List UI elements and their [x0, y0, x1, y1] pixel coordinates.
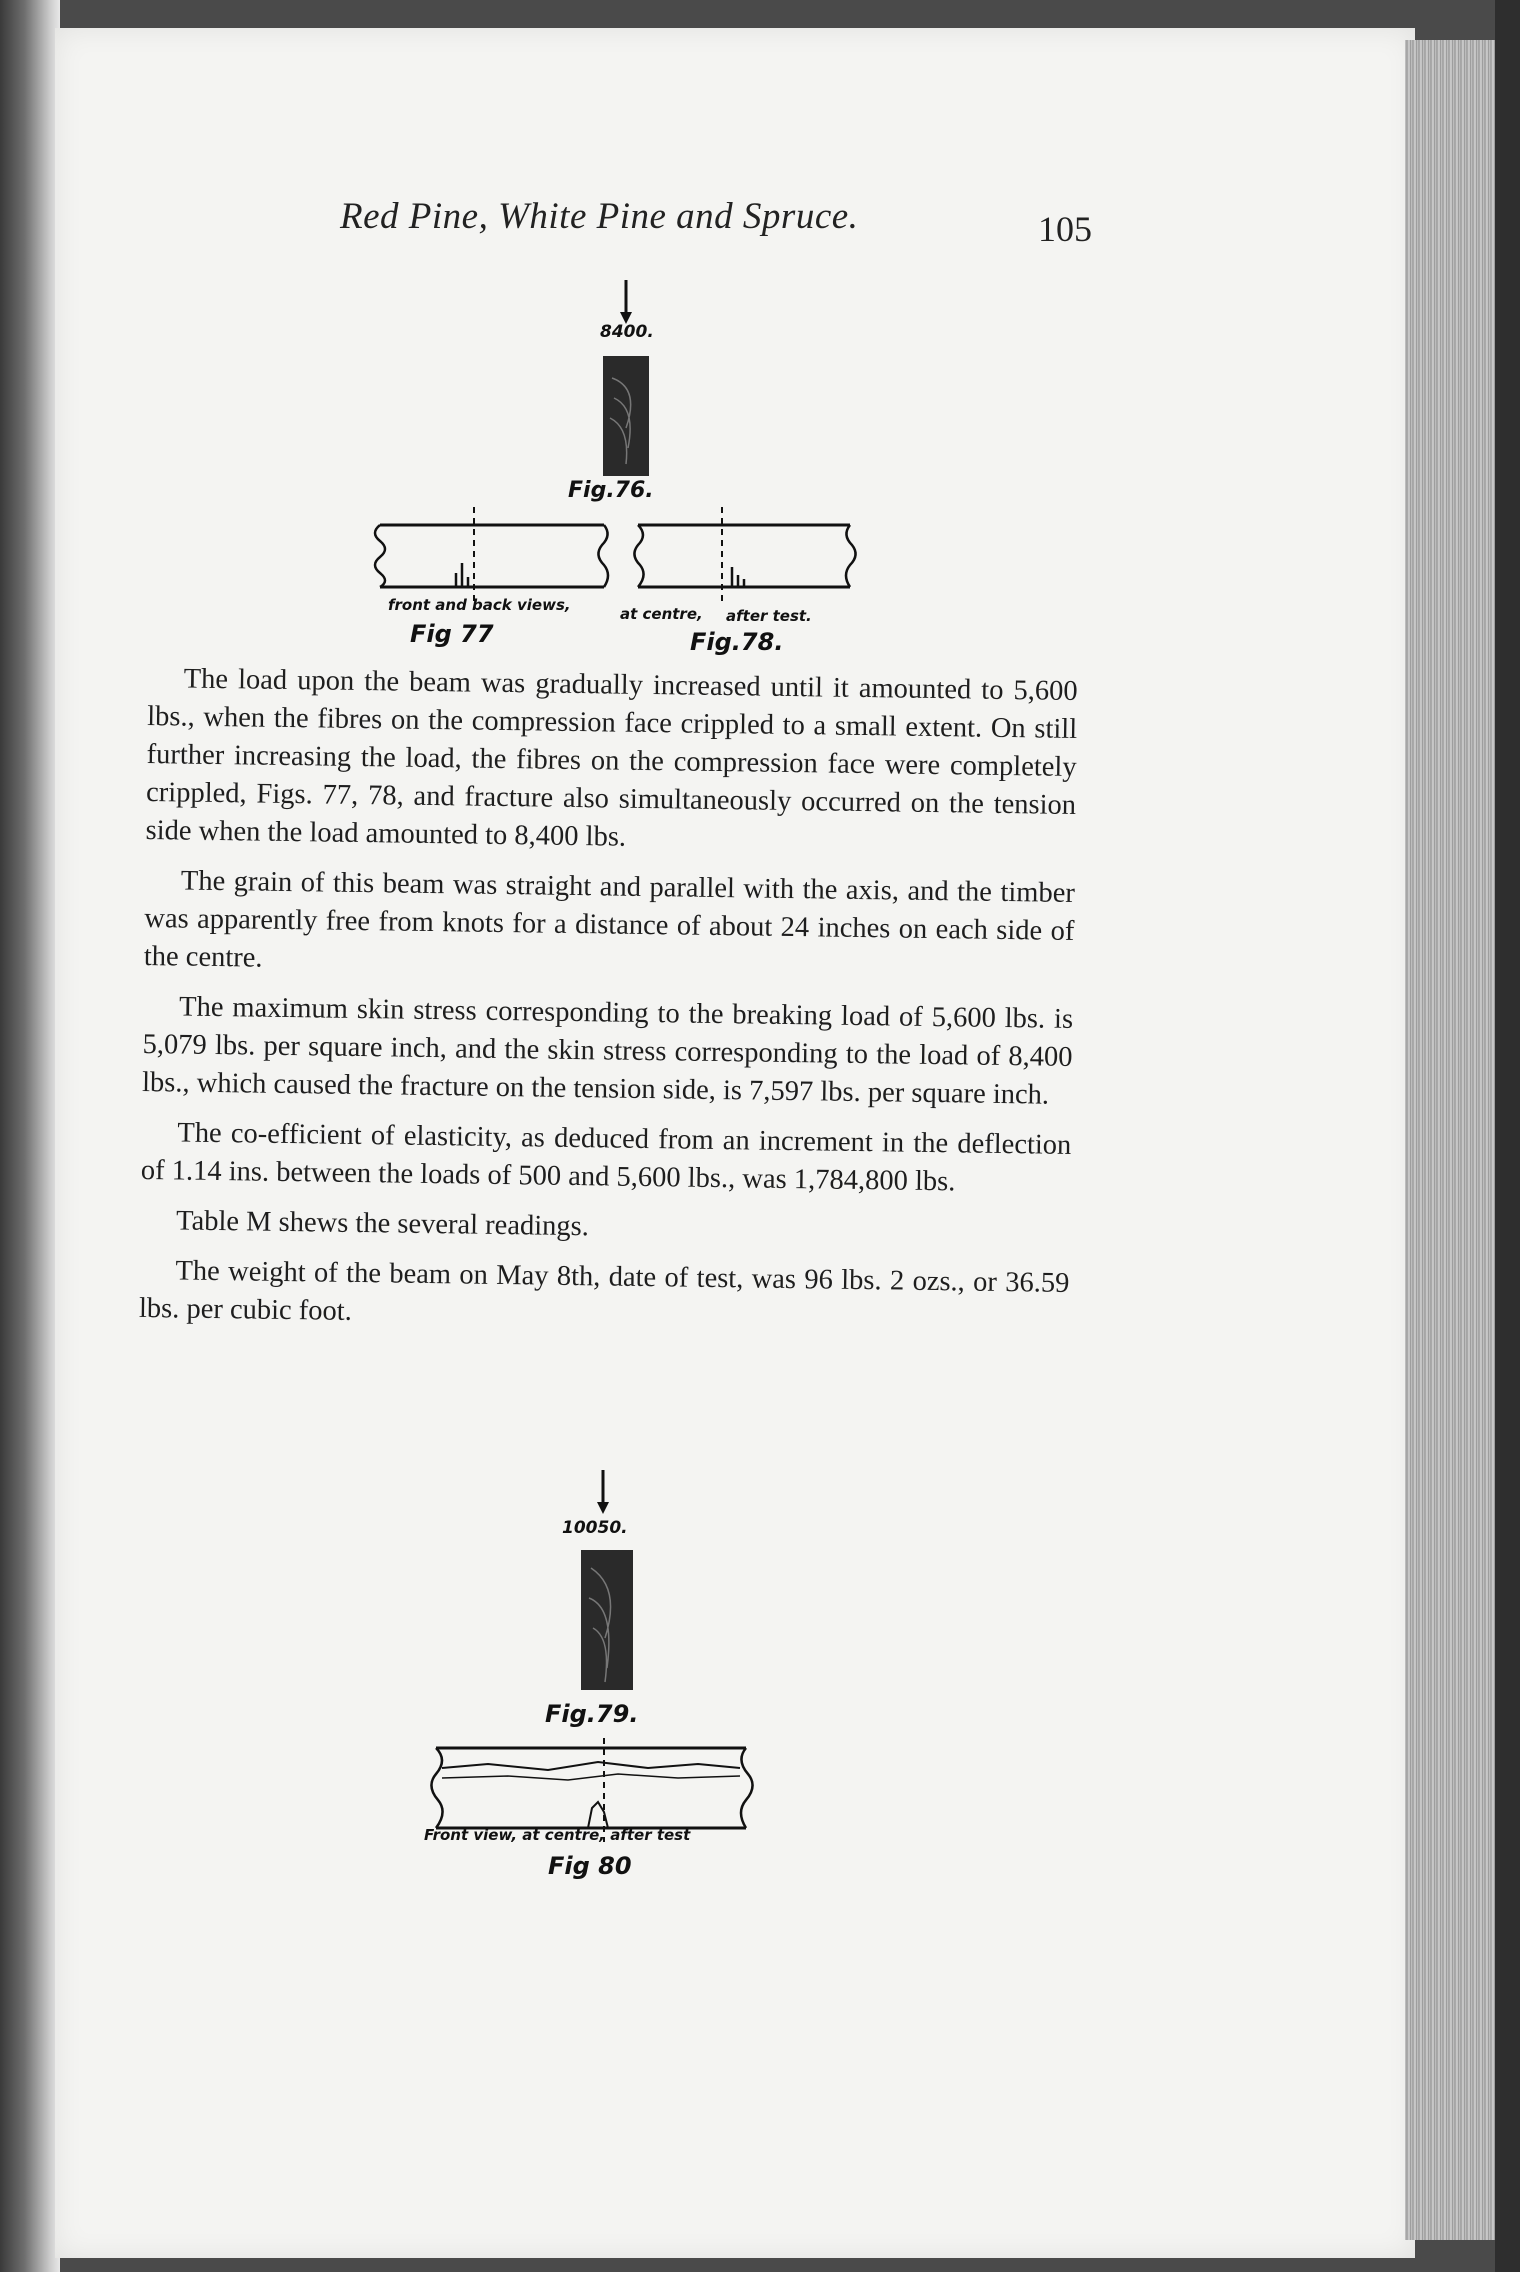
fig77-caption: front and back views, — [388, 596, 571, 614]
paragraph-3: The maximum skin stress corresponding to the breaking load of 5,600 lbs. is 5,079 lbs. per square inch, and the skin stress corresponding to the load of 8,400 lbs., which caused the fracture on the tension side, is 7,597 lbs. per square inch. — [141, 991, 1074, 1111]
book-right-edge — [1495, 0, 1520, 2272]
fig80-caption: Front view, at centre, after test — [424, 1826, 691, 1844]
book-left-edge — [0, 0, 60, 2272]
paragraph-4: The co-efficient of elasticity, as deduced from an increment in the deflection of 1.14 ins. between the loads of 500 and 5,600 lbs., was 1,784,800 lbs. — [140, 1117, 1072, 1198]
fig78-drawing — [628, 505, 858, 605]
paragraph-5: Table M shews the several readings. — [175, 1205, 590, 1243]
fig76-load: 8400. — [600, 322, 654, 342]
page-stack-edge — [1405, 40, 1495, 2240]
fig77-drawing — [372, 505, 612, 605]
paragraph-6: The weight of the beam on May 8th, date of test, was 96 lbs. 2 ozs., or 36.59 lbs. per cubic foot. — [138, 1255, 1070, 1327]
body-text — [139, 660, 1078, 1353]
running-title: Red Pine, White Pine and Spruce. — [340, 196, 859, 237]
fig79-label: Fig.79. — [545, 1700, 639, 1728]
fig78-label: Fig.78. — [690, 628, 784, 656]
fig76-label: Fig.76. — [568, 478, 654, 503]
fig80-label: Fig 80 — [548, 1852, 632, 1880]
paragraph-2: The grain of this beam was straight and parallel with the axis, and the timber was apparently free from knots for a distance of about 24 inches on each side of the centre. — [143, 865, 1076, 974]
paragraph-1: The load upon the beam was gradually increased until it amounted to 5,600 lbs., when the fibres on the compression face crippled to a small extent. On still further increasing the load, the fibres on the compression face were completely crippled, Figs. 77, 78, and fracture also simultaneously occurred on the tension side when the load amounted to 8,400 lbs. — [145, 663, 1078, 853]
fig77-label: Fig 77 — [410, 620, 494, 648]
fig79-drawing — [575, 1468, 655, 1708]
fig76-drawing — [590, 278, 670, 498]
fig79-load: 10050. — [562, 1518, 628, 1538]
fig78-caption-right: after test. — [726, 607, 812, 625]
page-number: 105 — [1038, 209, 1092, 249]
fig78-caption-mid: at centre, — [620, 605, 703, 623]
